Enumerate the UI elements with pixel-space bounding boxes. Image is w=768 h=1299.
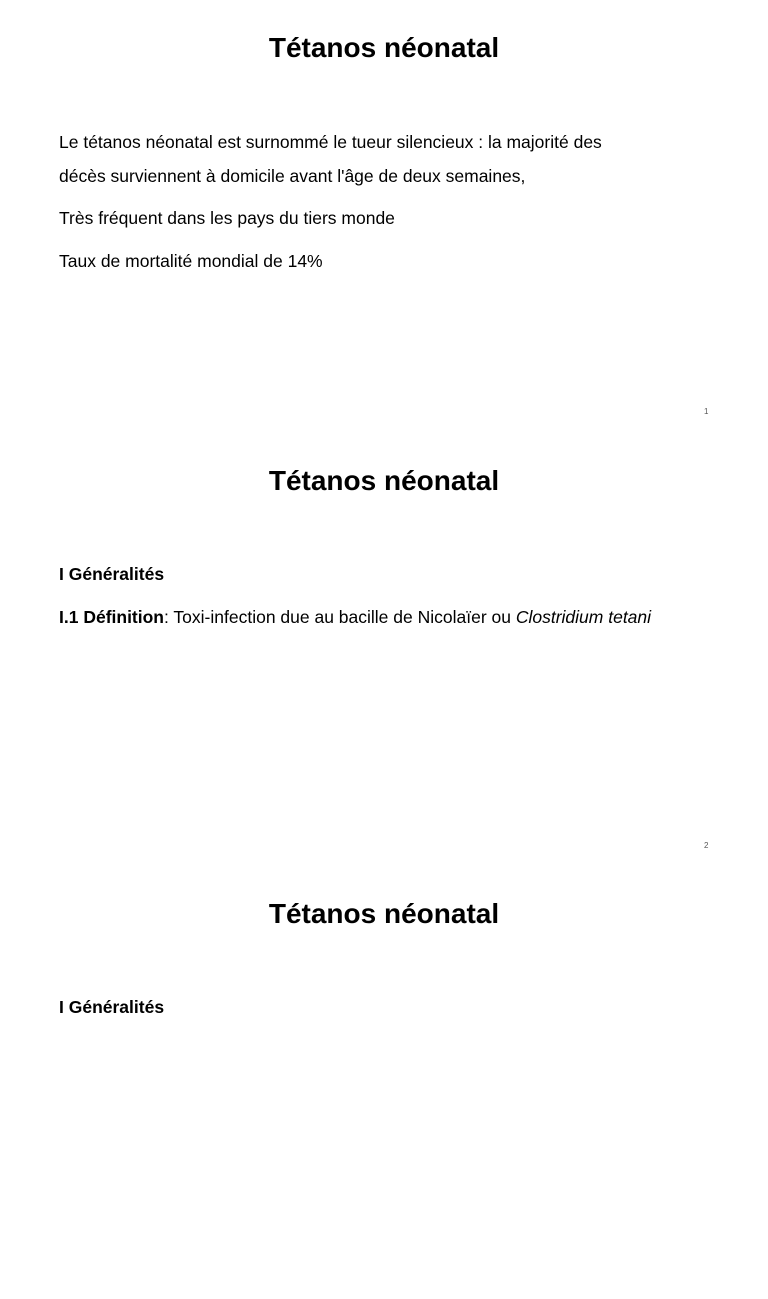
slide-2 [0, 433, 768, 866]
definition-italic-term: Clostridium tetani [515, 607, 652, 627]
definition-separator: : [164, 607, 174, 627]
slide-1 [0, 0, 768, 433]
slide-title: Tétanos néonatal [268, 32, 500, 63]
paragraph-line-4: Taux de mortalité mondial de 14% [59, 251, 323, 271]
definition-line [59, 601, 651, 634]
paragraph-line-2: décès surviennent à domicile avant l'âge de deux semaines, [59, 166, 526, 186]
page-number: 1 [704, 407, 709, 416]
section-heading: I Généralités [59, 997, 165, 1017]
slide-3 [0, 866, 768, 1299]
paragraph-line-3: Très fréquent dans les pays du tiers monde [59, 208, 395, 228]
definition-text: Toxi-infection due au bacille de Nicolaïer ou [173, 607, 516, 627]
paragraph-line-1: Le tétanos néonatal est surnommé le tueur silencieux : la majorité des [59, 132, 602, 152]
page-number: 2 [704, 841, 709, 850]
section-heading: I Généralités [59, 564, 165, 584]
definition-label: I.1 Définition [59, 607, 164, 627]
slide-title: Tétanos néonatal [268, 465, 500, 496]
slide-title: Tétanos néonatal [268, 898, 500, 929]
